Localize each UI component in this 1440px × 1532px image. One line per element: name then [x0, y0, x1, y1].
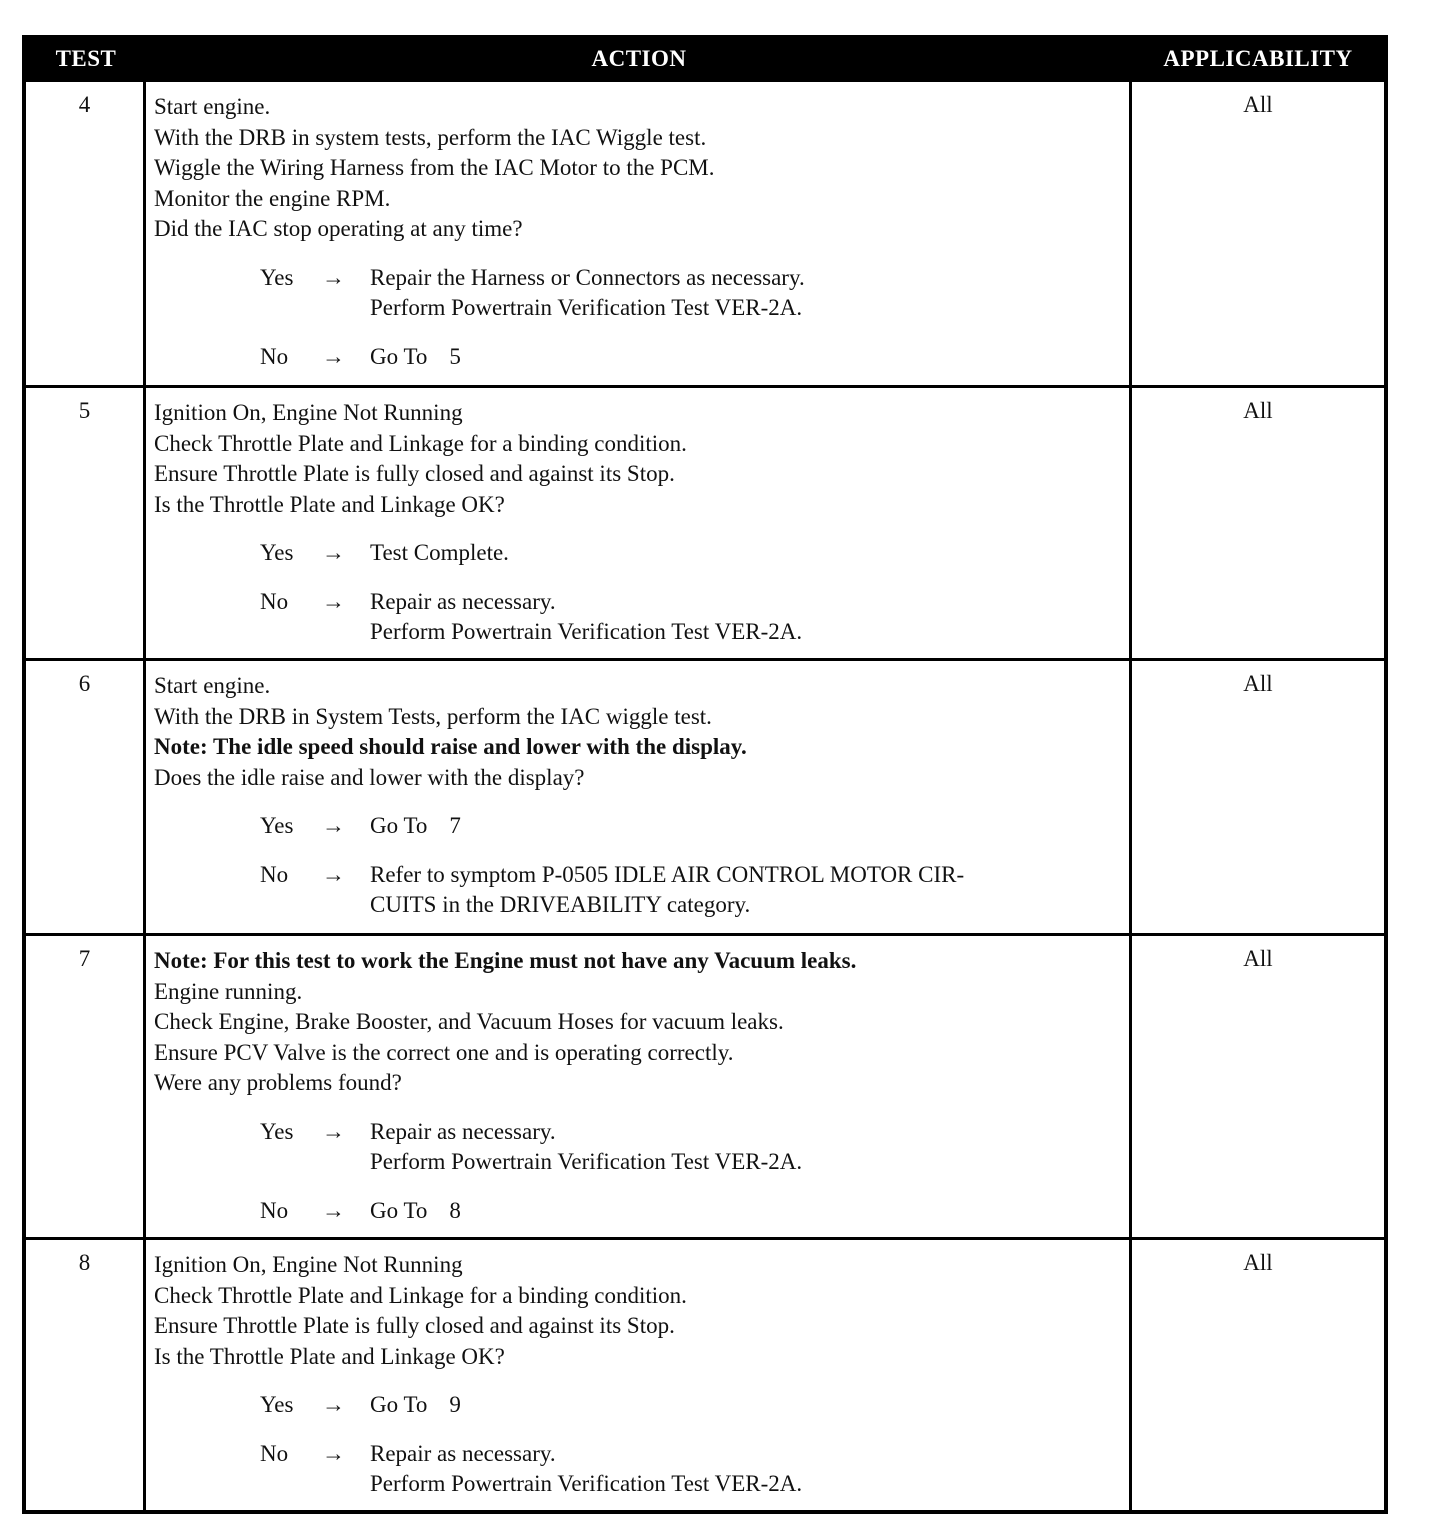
arrow-icon: → — [322, 264, 345, 290]
arrow-icon: → — [322, 540, 345, 565]
test-table — [22, 35, 1388, 1514]
action-line: Check Engine, Brake Booster, and Vacuum Hoses for vacuum leaks. — [154, 1009, 784, 1034]
applicability-cell: All — [1243, 1250, 1273, 1275]
test-number: 5 — [26, 388, 146, 658]
goto-text: Go To — [370, 1392, 428, 1417]
action-cell — [146, 1240, 1132, 1510]
yes-label: Yes — [260, 540, 294, 565]
note-line: Note: The idle speed should raise and lower with the display. — [154, 734, 747, 759]
action-line: Check Throttle Plate and Linkage for a binding condition. — [154, 1282, 687, 1308]
note-line: Note: For this test to work the Engine must not have any Vacuum leaks. — [154, 948, 857, 973]
action-line: Ignition On, Engine Not Running — [154, 400, 463, 425]
outcome-line: Repair as necessary. — [370, 588, 556, 614]
action-line: Were any problems found? — [154, 1070, 402, 1095]
action-cell — [146, 388, 1132, 658]
yes-label: Yes — [260, 264, 294, 290]
action-line: Did the IAC stop operating at any time? — [154, 216, 523, 241]
action-line: Is the Throttle Plate and Linkage OK? — [154, 1343, 505, 1369]
action-line: Is the Throttle Plate and Linkage OK? — [154, 491, 505, 517]
goto-text: Go To — [370, 343, 428, 369]
action-cell — [146, 82, 1132, 385]
action-line: Engine running. — [154, 978, 303, 1004]
test-number: 4 — [26, 82, 146, 385]
action-line: Check Throttle Plate and Linkage for a binding condition. — [154, 430, 687, 456]
outcome-line: Perform Powertrain Verification Test VER-2A. — [370, 1471, 803, 1496]
yes-label: Yes — [260, 813, 294, 838]
action-cell — [146, 661, 1132, 933]
action-line: Wiggle the Wiring Harness from the IAC Motor to the PCM. — [154, 155, 715, 180]
test-number: 7 — [26, 936, 146, 1237]
no-outcome — [260, 1196, 1121, 1227]
arrow-icon: → — [322, 1440, 345, 1466]
arrow-icon: → — [322, 813, 345, 838]
header-test: TEST — [55, 46, 117, 71]
no-label: No — [260, 1197, 289, 1223]
goto-number: 7 — [449, 813, 461, 838]
applicability-cell: All — [1243, 671, 1273, 696]
no-label: No — [260, 1440, 289, 1466]
outcome-line: Perform Powertrain Verification Test VER-2A. — [370, 1149, 803, 1174]
outcome-line: Test Complete. — [370, 540, 509, 565]
no-outcome — [260, 342, 1121, 373]
action-line: Ensure Throttle Plate is fully closed and against its Stop. — [154, 1313, 675, 1338]
arrow-icon: → — [322, 1118, 345, 1144]
outcome-line: Perform Powertrain Verification Test VER-2A. — [370, 619, 803, 644]
header-action: ACTION — [591, 46, 687, 71]
action-line: Start engine. — [154, 673, 271, 698]
arrow-icon: → — [322, 1197, 345, 1223]
goto-number: 9 — [449, 1392, 461, 1417]
outcome-line: Repair the Harness or Connectors as necessary. — [370, 264, 805, 290]
arrow-icon: → — [322, 1392, 345, 1417]
arrow-icon: → — [322, 343, 345, 369]
table-row — [26, 79, 1384, 385]
table-row — [26, 1237, 1384, 1510]
outcome-line: Perform Powertrain Verification Test VER-2A. — [370, 295, 803, 320]
table-row — [26, 933, 1384, 1237]
action-line: Monitor the engine RPM. — [154, 185, 391, 211]
outcome-line: Repair as necessary. — [370, 1118, 556, 1144]
action-line: Ensure PCV Valve is the correct one and is operating correctly. — [154, 1039, 734, 1065]
action-line: Ensure Throttle Plate is fully closed and against its Stop. — [154, 461, 675, 486]
arrow-icon: → — [322, 588, 345, 614]
test-number: 6 — [26, 661, 146, 933]
action-line: Does the idle raise and lower with the display? — [154, 764, 585, 790]
goto-text: Go To — [370, 813, 428, 838]
no-label: No — [260, 861, 289, 887]
action-line: With the DRB in System Tests, perform the IAC wiggle test. — [154, 703, 712, 729]
action-line: Start engine. — [154, 94, 271, 119]
goto-number: 8 — [449, 1197, 461, 1223]
action-cell — [146, 936, 1132, 1237]
header-applicability: APPLICABILITY — [1163, 46, 1353, 71]
yes-outcome — [260, 1390, 1121, 1421]
action-line: With the DRB in system tests, perform the IAC Wiggle test. — [154, 124, 707, 150]
table-header — [26, 39, 1384, 79]
table-row — [26, 385, 1384, 658]
no-label: No — [260, 343, 289, 369]
applicability-cell: All — [1243, 398, 1273, 423]
applicability-cell: All — [1243, 92, 1273, 117]
action-line: Ignition On, Engine Not Running — [154, 1252, 463, 1277]
no-outcome — [260, 860, 1121, 921]
goto-number: 5 — [449, 343, 461, 369]
no-label: No — [260, 588, 289, 614]
yes-outcome — [260, 811, 1121, 842]
outcome-line: Repair as necessary. — [370, 1440, 556, 1466]
no-outcome — [260, 1439, 1121, 1500]
outcome-line: Refer to symptom P-0505 IDLE AIR CONTROL MOTOR CIR- — [370, 861, 965, 887]
applicability-cell: All — [1243, 946, 1273, 971]
test-number: 8 — [26, 1240, 146, 1510]
no-outcome — [260, 587, 1121, 648]
yes-label: Yes — [260, 1392, 294, 1417]
yes-outcome — [260, 263, 1121, 324]
outcome-line: CUITS in the DRIVEABILITY category. — [370, 892, 751, 917]
arrow-icon: → — [322, 861, 345, 887]
table-row — [26, 658, 1384, 933]
yes-outcome — [260, 538, 1121, 569]
goto-text: Go To — [370, 1197, 428, 1223]
yes-label: Yes — [260, 1118, 294, 1144]
yes-outcome — [260, 1117, 1121, 1178]
